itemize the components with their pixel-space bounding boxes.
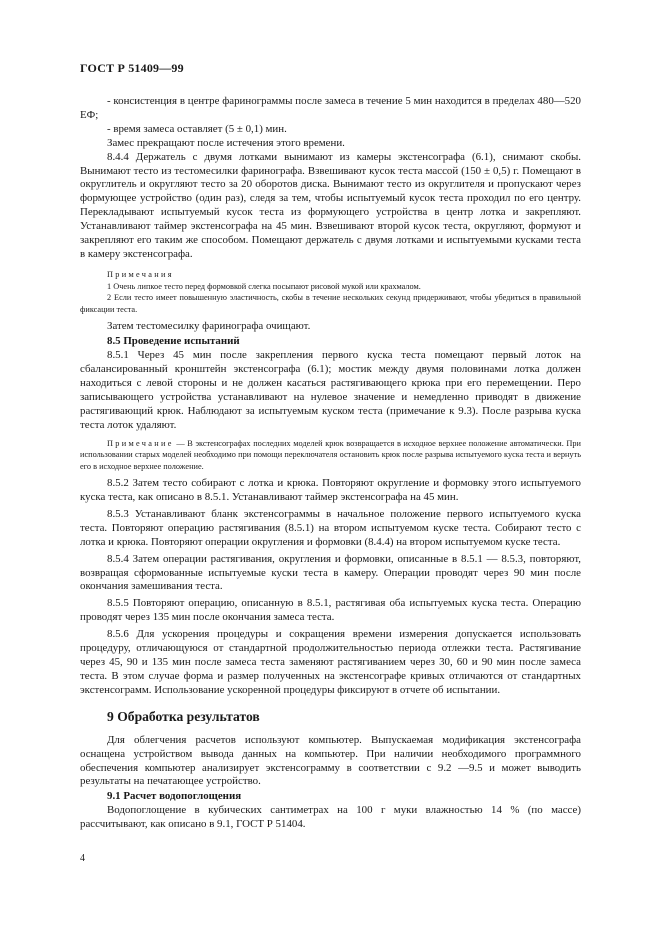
paragraph-consistency: - консистенция в центре фаринограммы после замеса в течение 5 мин находится в пределах 480—520 ЕФ; — [80, 95, 581, 121]
paragraph-8-5-5: 8.5.5 Повторяют операцию, описанную в 8.5.1, растягивая оба испытуемых куска теста. Операцию проводят через 135 мин после окончания замеса теста. — [80, 597, 581, 624]
paragraph-stop-mixing: Замес прекращают после истечения этого времени. — [107, 136, 345, 149]
note-8-5-1 — [80, 438, 581, 473]
note-label: Примечание — [107, 438, 174, 448]
paragraph-8-5-1: 8.5.1 Через 45 мин после закрепления первого куска теста помещают первый лоток на сбалансированный кронштейн экстенсографа (6.1); мостик между двумя половинами лотка должен находиться с левой стороны и не должен касаться растягивающего крюка при его перемещении. Перо записывающего устройства устанавливают на нулевое значение и немедленно приводят в движение растягивающий крюк. Наблюдают за испытуемым куском теста (примечание к 9.3). После разрыва куска теста лоток удаляют. — [80, 349, 581, 431]
paragraph-8-5-3: 8.5.3 Устанавливают бланк экстенсограммы в начальное положение первого испытуемого куска теста. Повторяют операцию растягивания (8.5.1) на втором испытуемом куске теста. Собирают тесто с лотка и крюка. Повторяют операции округления и формовки (8.4.4) на втором испытуемом куске теста. — [80, 507, 581, 548]
paragraph-8-5-6: 8.5.6 Для ускорения процедуры и сокращения времени измерения допускается использовать процедуру, отличающуюся от стандартной продолжительностью периода отлежки теста. Растягивание через 45, 90 и 135 мин после замеса теста заменяют растягиванием через 30, 60 и 90 мин после замеса теста. В этом случае форма и размер полученных на экстенсографе кривых отличаются от стандартных экстенсограмм. Использование ускоренной процедуры фиксируют в отчете об испытании. — [80, 628, 581, 696]
note-item-2: 2 Если тесто имеет повышенную эластичность, скобы в течение нескольких секунд придерживают, чтобы убедиться в правильной фиксации теста. — [80, 293, 581, 314]
paragraph-9-intro: Для облегчения расчетов используют компьютер. Выпускаемая модификация экстенсографа оснащена устройством вывода данных на компьютер. При наличии необходимого программного обеспечения компьютер анализирует экстенсограмму в соответствии с 9.2 —9.5 и может выводить результаты на печатающее устройство. — [80, 733, 581, 788]
paragraph-9-1: Водопоглощение в кубических сантиметрах на 100 г муки влажностью 14 % (по массе) рассчитывают, как описано в 9.1, ГОСТ Р 51404. — [80, 804, 581, 831]
paragraph-8-5-2: 8.5.2 Затем тесто собирают с лотка и крюка. Повторяют округление и формовку этого испытуемого куска теста, как описано в 8.5.1. Устанавливают таймер экстенсографа на 45 мин. — [80, 477, 581, 504]
paragraph-mixing-time: - время замеса оставляет (5 ± 0,1) мин. — [107, 122, 287, 135]
document-body — [80, 95, 581, 832]
note-text: — В экстенсографах последних моделей крюк возвращается в исходное верхнее положение автоматически. При использовании старых моделей необходимо при помощи переключателя остановить крюк после разрыва испытуемого куска теста и вернуть его в исходное верхнее положение. — [80, 438, 581, 471]
page-number: 4 — [80, 853, 85, 864]
subsection-9-1-title: 9.1 Расчет водопоглощения — [107, 790, 242, 803]
note-item-1: 1 Очень липкое тесто перед формовкой слегка посыпают рисовой мукой или крахмалом. — [107, 281, 421, 291]
paragraph-clean-mixer: Затем тестомесилку фаринографа очищают. — [107, 320, 311, 333]
section-9-title: 9 Обработка результатов — [107, 708, 260, 724]
paragraph-8-5-4: 8.5.4 Затем операции растягивания, округления и формовки, описанные в 8.5.1 — 8.5.3, повторяют, возвращая сформованные испытуемые куски теста в камеру. Операции проводят через 90 мин после окончания замешивания теста. — [80, 552, 581, 593]
paragraph-8-4-4: 8.4.4 Держатель с двумя лотками вынимают из камеры экстенсографа (6.1), снимают скобы. Вынимают тесто из тестомесилки фаринографа. Взвешивают кусок теста массой (150 ± 0,5) г. Помещают в округлитель и округляют тесто за 20 оборотов диска. Вынимают тесто из округлителя и пропускают через формующее устройство (один раз), следя за тем, чтобы испытуемый кусок теста проходил по его центру. Перекладывают испытуемый кусок теста из формующего устройства в центр лотка и закрепляют. Устанавливают таймер экстенсографа на 45 мин. Взвешивают второй кусок теста, округляют, формуют и закрепляют его таким же способом. Помещают держатель с двумя лотками и испытуемыми кусками теста в камеру экстенсографа. — [80, 150, 581, 260]
subsection-8-5-title: 8.5 Проведение испытаний — [107, 335, 240, 348]
notes-heading: Примечания — [107, 269, 174, 279]
document-header: ГОСТ Р 51409—99 — [80, 61, 184, 75]
